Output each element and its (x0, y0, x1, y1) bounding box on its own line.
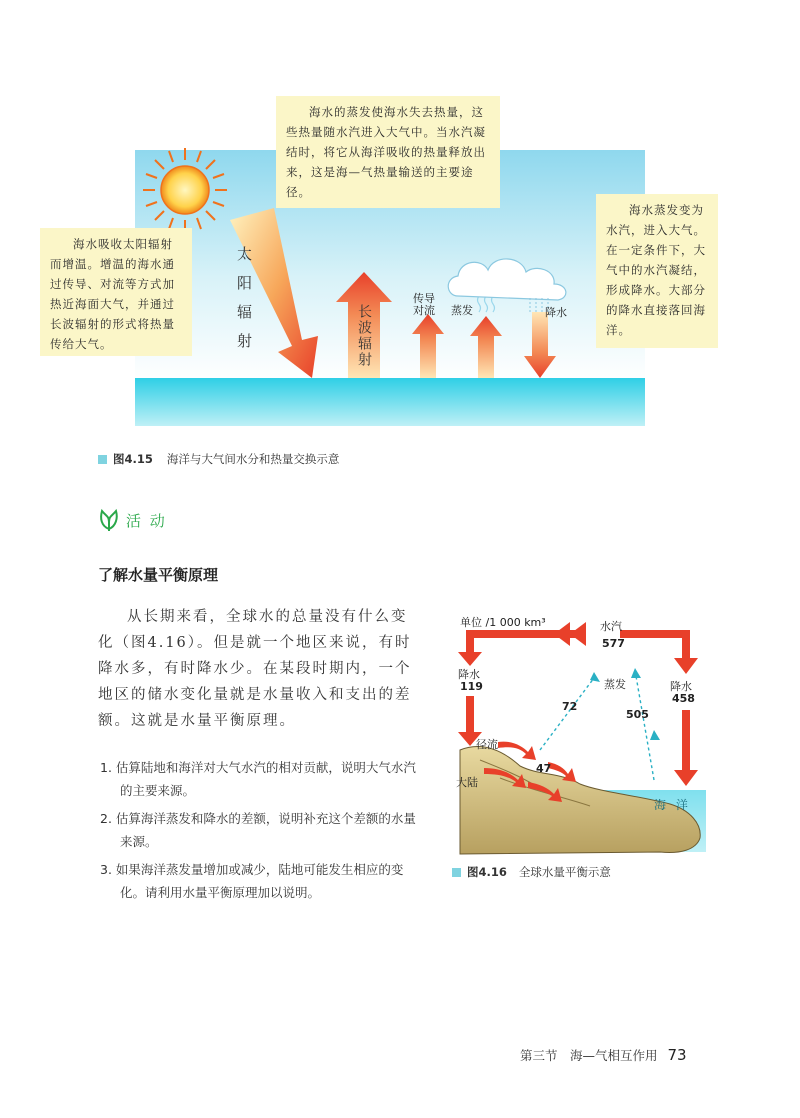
precipitation-label: 降水 (545, 306, 567, 319)
conduction-label: 传导 (413, 292, 435, 305)
sea-surface (135, 378, 645, 426)
ocean-precip-label: 降水 (670, 680, 692, 693)
activity-label: 活 动 (126, 511, 167, 530)
activity-title: 了解水量平衡原理 (98, 566, 219, 584)
figure-4-16-illustration (440, 600, 710, 860)
question-text: 如果海洋蒸发量增加或减少，陆地可能发生相应的变化。请利用水量平衡原理加以说明。 (115, 862, 404, 900)
evaporation-dotted-arrows (540, 676, 654, 780)
caption-number: 图4.16 (467, 865, 507, 879)
question-item (100, 807, 422, 853)
runoff-label: 径流 (476, 738, 498, 751)
question-text: 估算陆地和海洋对大气水汽的相对贡献，说明大气水汽的主要来源。 (115, 760, 416, 798)
question-text: 估算海洋蒸发和降水的差额，说明补充这个差额的水量来源。 (115, 811, 416, 849)
figure-4-15-caption (98, 451, 339, 467)
activity-leaf-icon (98, 508, 120, 532)
caption-text: 海洋与大气间水分和热量交换示意 (166, 452, 340, 466)
activity-paragraph-text: 从长期来看，全球水的总量没有什么变化（图4.16）。但是就一个地区来说，有时降水多，有时降水少。在某段时期内，一个地区的储水变化量就是水量收入和支出的差额。这就是水量平衡原理。 (98, 609, 412, 729)
ocean-evap-value: 505 (626, 708, 649, 721)
solar-radiation-label: 太阳辐射 (235, 246, 253, 362)
vapor-label: 水汽 (600, 620, 622, 633)
evaporation-label: 蒸发 (604, 678, 626, 691)
page-footer (520, 1046, 687, 1064)
unit-label: 单位 /1 000 km³ (460, 616, 546, 629)
question-number: 1. (100, 760, 112, 775)
ocean-precip-value: 458 (672, 692, 695, 705)
question-number: 3. (100, 862, 112, 877)
activity-paragraph (98, 604, 422, 734)
callout-left: 海水吸收太阳辐射而增温。增温的海水通过传导、对流等方式加热近海面大气，并通过长波辐射的形式将热量传给大气。 (40, 228, 192, 356)
ocean-precipitation-arrow (674, 630, 698, 786)
page-number: 73 (667, 1046, 687, 1064)
question-item (100, 756, 422, 802)
question-number: 2. (100, 811, 112, 826)
activity-header (98, 508, 167, 532)
land-precip-label: 降水 (458, 668, 480, 681)
callout-top: 海水的蒸发使海水失去热量，这些热量随水汽进入大气中。当水汽凝结时，将它从海洋吸收的热量释放出来，这是海—气热量输送的主要途径。 (276, 96, 500, 208)
continent-label: 大陆 (456, 776, 478, 789)
caption-marker (452, 868, 461, 877)
ocean-label: 海 洋 (654, 798, 691, 812)
runoff-value: 47 (536, 762, 552, 775)
land-evap-value: 72 (562, 700, 578, 713)
longwave-radiation-label: 长波辐射 (356, 304, 372, 368)
figure-4-16 (440, 600, 710, 890)
vapor-value: 577 (602, 637, 625, 650)
evaporation-label: 蒸发 (451, 304, 473, 317)
convection-label: 对流 (413, 304, 435, 317)
section-title: 第三节 海—气相互作用 (520, 1048, 658, 1063)
activity-questions (100, 756, 422, 909)
caption-text: 全球水量平衡示意 (518, 865, 611, 879)
caption-number: 图4.15 (113, 452, 153, 466)
land-precip-value: 119 (460, 680, 483, 693)
caption-marker (98, 455, 107, 464)
question-item (100, 858, 422, 904)
figure-4-16-caption (452, 864, 611, 880)
callout-right: 海水蒸发变为水汽，进入大气。在一定条件下，大气中的水汽凝结，形成降水。大部分的降水直接落回海洋。 (596, 194, 718, 348)
figure-4-15 (0, 0, 800, 470)
